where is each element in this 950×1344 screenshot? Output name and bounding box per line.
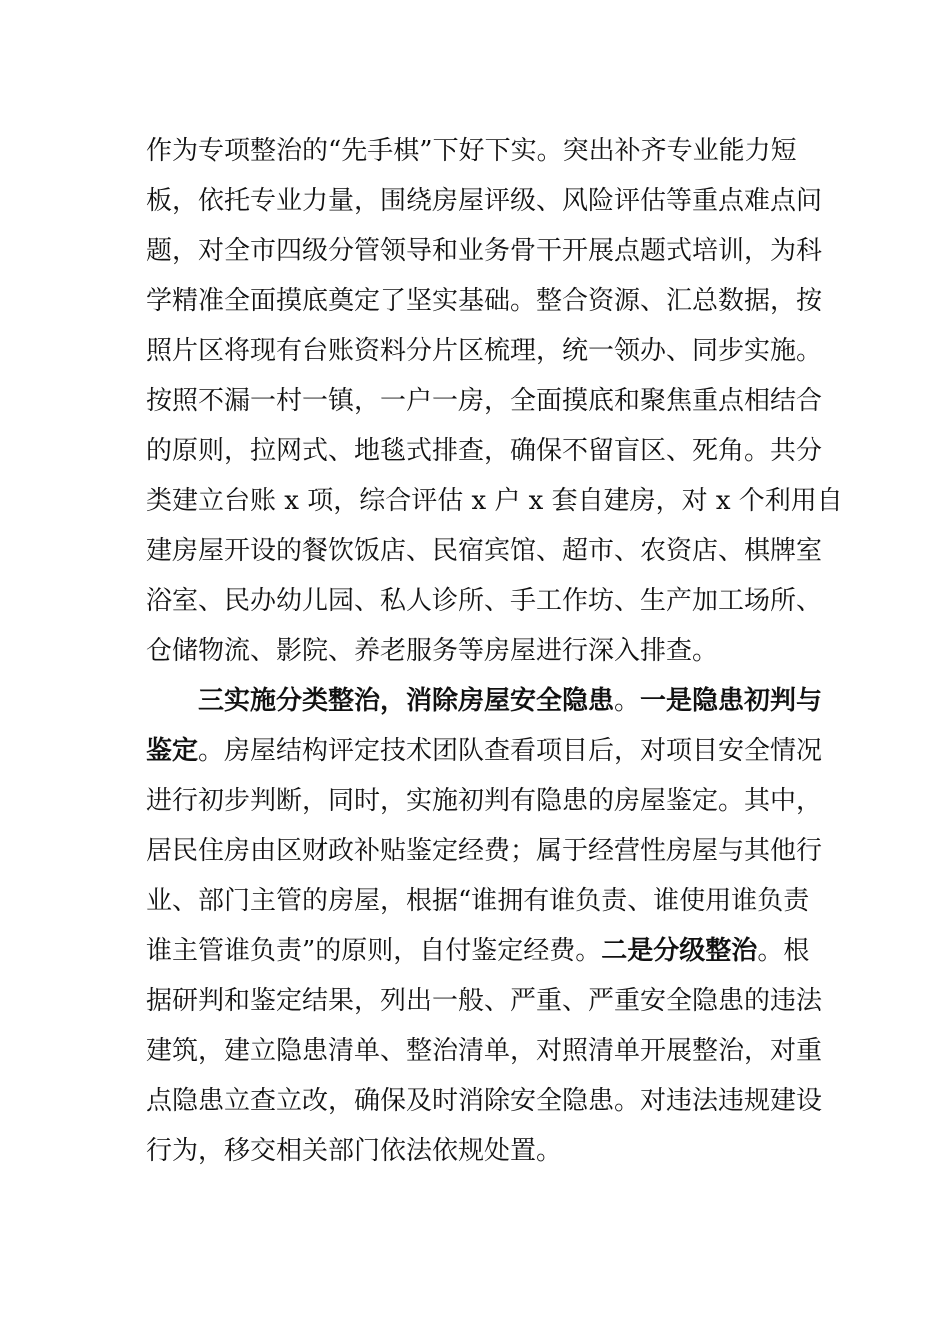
paragraph-line: 建筑，建立隐患清单、整治清单，对照清单开展整治，对重 [146,1036,823,1066]
subheading-two: 二是分级整治 [601,936,758,966]
paragraph-text: 。房屋结构评定技术团队查看项目后，对项目安全情况 [198,736,823,766]
paragraph-line: 居民住房由区财政补贴鉴定经费；属于经营性房屋与其他行 [146,836,823,866]
paragraph-line: 的原则，拉网式、地毯式排查，确保不留盲区、死角。共分 [146,436,823,466]
paragraph-text: 。根 [757,936,810,966]
paragraph-line: 类建立台账 x 项，综合评估 x 户 x 套自建房，对 x 个利用自 [146,486,843,516]
paragraph-line [146,733,822,769]
section-heading: 三实施分类整治，消除房屋安全隐患 [198,686,615,716]
paragraph-text: 谁主管谁负责”的原则，自付鉴定经费。 [146,936,602,966]
subheading-one-tail: 鉴定 [146,736,199,766]
paragraph-line [146,933,809,969]
paragraph-line: 进行初步判断，同时，实施初判有隐患的房屋鉴定。其中， [146,786,823,816]
paragraph-line: 点隐患立查立改，确保及时消除安全隐患。对违法违规建设 [146,1086,823,1116]
paragraph-line: 据研判和鉴定结果，列出一般、严重、严重安全隐患的违法 [146,986,823,1016]
paragraph-line: 行为，移交相关部门依法依规处置。 [146,1136,563,1166]
subheading-one: 一是隐患初判与 [640,686,823,716]
paragraph-line: 建房屋开设的餐饮饭店、民宿宾馆、超市、农资店、棋牌室 [146,536,823,566]
paragraph-line: 作为专项整治的“先手棋”下好下实。突出补齐专业能力短 [146,136,797,166]
paragraph-line-heading [198,683,822,719]
paragraph-line: 业、部门主管的房屋，根据“谁拥有谁负责、谁使用谁负责 [146,886,810,916]
paragraph-line: 板，依托专业力量，围绕房屋评级、风险评估等重点难点问 [146,186,823,216]
paragraph-line: 照片区将现有台账资料分片区梳理，统一领办、同步实施。 [146,336,823,366]
paragraph-line: 题，对全市四级分管领导和业务骨干开展点题式培训，为科 [146,236,823,266]
paragraph-line: 仓储物流、影院、养老服务等房屋进行深入排查。 [146,636,719,666]
paragraph-line: 按照不漏一村一镇，一户一房，全面摸底和聚焦重点相结合 [146,386,823,416]
paragraph-line: 浴室、民办幼儿园、私人诊所、手工作坊、生产加工场所、 [146,586,823,616]
paragraph-line: 学精准全面摸底奠定了坚实基础。整合资源、汇总数据，按 [146,286,823,316]
punctuation: 。 [614,686,641,716]
